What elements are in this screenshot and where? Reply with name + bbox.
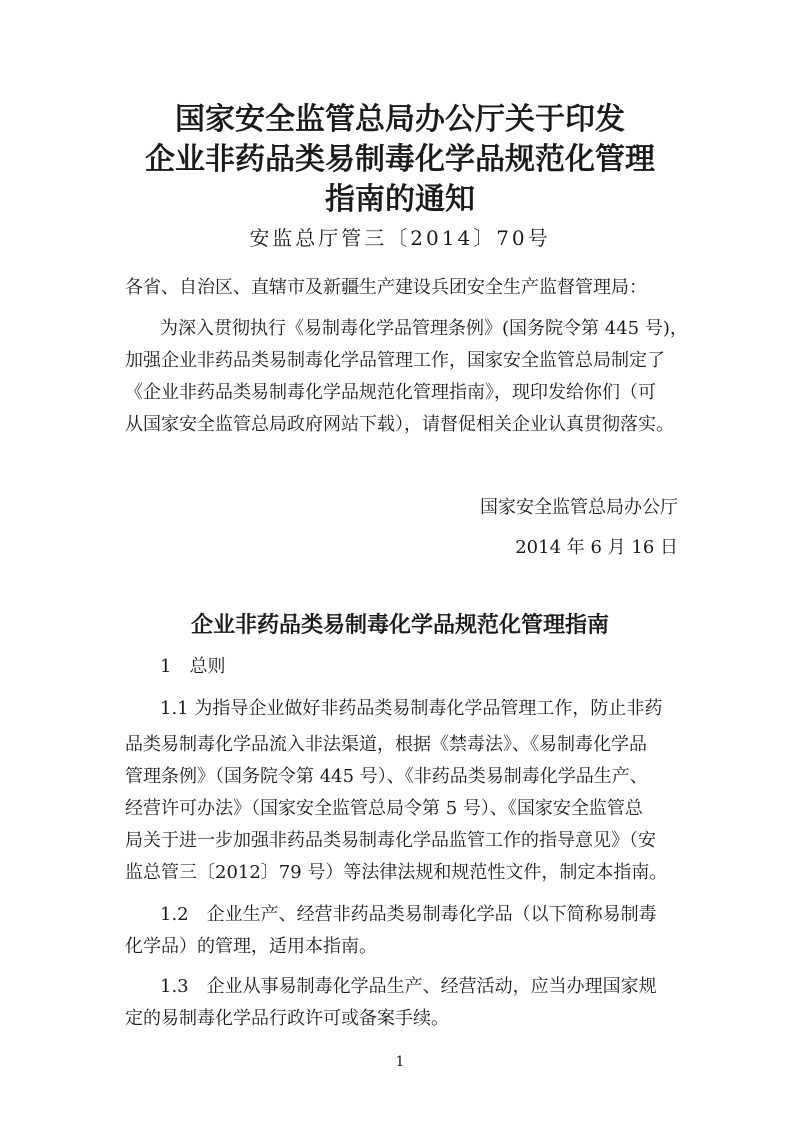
addressee-line: 各省、自治区、直辖市及新疆生产建设兵团安全生产监督管理局： [125,277,647,298]
body-line-1: 为深入贯彻执行《易制毒化学品管理条例》(国务院令第 445 号)， [160,318,688,339]
page-number: 1 [395,1054,405,1070]
notice-title-line-2: 企业非药品类易制毒化学品规范化管理 [145,142,655,177]
clause-1-3-line-2: 定的易制毒化学品行政许可或备案手续。 [125,1008,449,1029]
body-line-2: 加强企业非药品类易制毒化学品管理工作，国家安全监管总局制定了 [125,350,665,371]
clause-1-2-line-2: 化学品）的管理，适用本指南。 [125,936,377,957]
issue-date: 2014 年 6 月 16 日 [515,537,678,558]
body-line-3: 《企业非药品类易制毒化学品规范化管理指南》，现印发给你们（可 [125,382,656,403]
section-heading: 1 总则 [160,656,226,677]
notice-title-line-1: 国家安全监管总局办公厅关于印发 [175,102,625,137]
clause-1-1-line-4: 经营许可办法》（国家安全监管总局令第 5 号）、《国家安全监管总 [125,798,643,819]
clause-1-3-line-1: 1.3 企业从事易制毒化学品生产、经营活动，应当办理国家规 [160,976,657,997]
clause-1-1-line-3: 管理条例》（国务院令第 445 号）、《非药品类易制毒化学品生产、 [125,766,648,787]
guide-title: 企业非药品类易制毒化学品规范化管理指南 [190,613,609,638]
document-number: 安监总厅管三〔2014〕70号 [249,226,551,250]
clause-1-1-line-1: 1.1 为指导企业做好非药品类易制毒化学品管理工作，防止非药 [160,698,663,719]
body-line-4: 从国家安全监管总局政府网站下载），请督促相关企业认真贯彻落实。 [125,414,674,435]
clause-1-1-line-5: 局关于进一步加强非药品类易制毒化学品监管工作的指导意见》（安 [125,830,656,851]
clause-1-1-line-2: 品类易制毒化学品流入非法渠道，根据《禁毒法》、《易制毒化学品 [125,734,647,755]
clause-1-2-line-1: 1.2 企业生产、经营非药品类易制毒化学品（以下简称易制毒 [160,904,657,925]
clause-1-1-line-6: 监总管三〔2012〕79 号）等法律法规和规范性文件，制定本指南。 [125,862,668,883]
issuer-signature: 国家安全监管总局办公厅 [480,497,678,518]
notice-title-line-3: 指南的通知 [325,182,475,217]
